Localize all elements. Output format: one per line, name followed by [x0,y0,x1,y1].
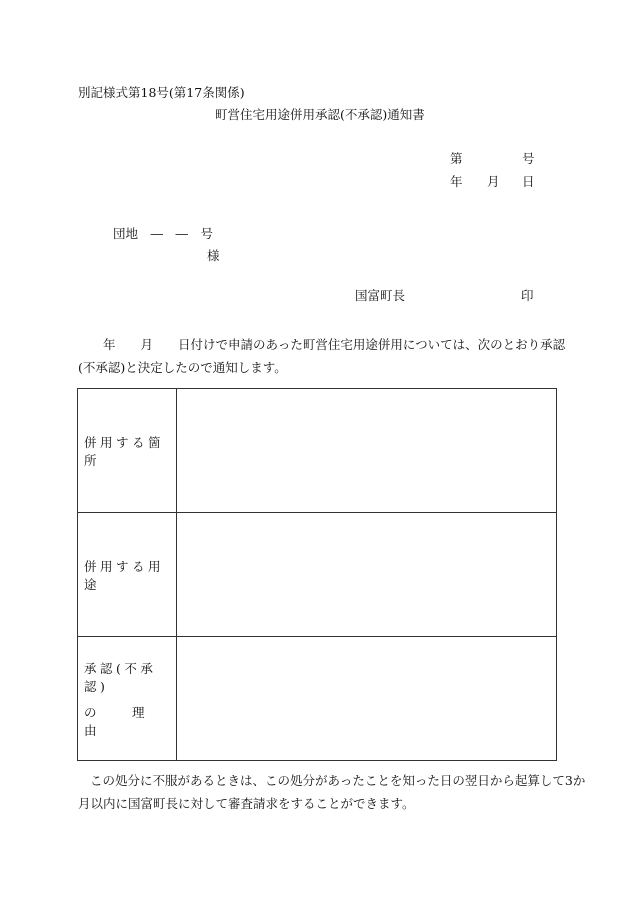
row-label-cell [78,389,177,513]
notice-body-line: (不承認)と決定したので通知します。 [78,360,287,375]
notice-body [78,333,566,379]
recipient-honorific: 様 [207,248,220,263]
document-title: 町営住宅用途併用承認(不承認)通知書 [215,107,425,122]
row-label-line2: の 理 由 [84,704,181,738]
date-month-label: 月 [487,174,500,189]
row-value-cell [177,389,557,513]
appeal-notice-line: この処分に不服があるときは、この処分があったことを知った日の翌日から起算して3か [90,773,586,788]
form-table [77,388,557,761]
recipient-address: 団地 ― ― 号 [113,226,214,241]
form-number: 別記様式第18号(第17条関係) [78,85,245,100]
reference-number-prefix: 第 [450,151,463,166]
date-day-label: 日 [522,174,535,189]
table-row [78,513,557,637]
appeal-notice-line: 月以内に国富町長に対して審査請求をすることができます。 [78,796,415,811]
row-label: 併用する用途 [84,558,165,592]
row-value-cell [177,637,557,761]
notice-body-line: 年 月 日付けで申請のあった町営住宅用途併用については、次のとおり承認 [78,337,566,352]
seal-mark: 印 [521,288,534,303]
row-value-cell [177,513,557,637]
row-label-cell [78,513,177,637]
appeal-notice [78,769,586,815]
issuer-title: 国富町長 [355,288,406,303]
reference-number-suffix: 号 [522,151,535,166]
row-label-cell [78,637,181,761]
row-label: 承認(不承認) [84,660,157,694]
date-year-label: 年 [450,174,463,189]
table-row [78,389,557,513]
row-label: 併用する箇所 [84,434,165,468]
table-row [78,637,557,761]
